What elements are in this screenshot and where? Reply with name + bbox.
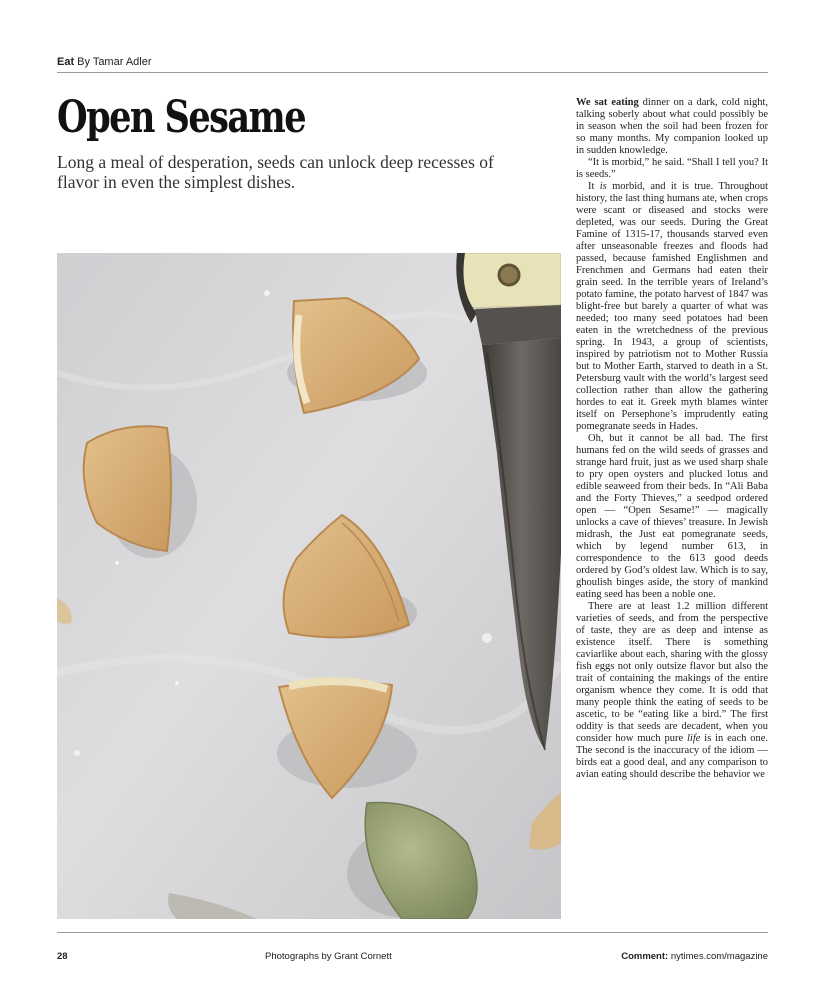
comment-url[interactable]: nytimes.com/magazine — [670, 951, 768, 962]
page-footer — [57, 950, 768, 966]
photo-credit: Photographs by Grant Cornett — [265, 951, 392, 962]
comment-label: Comment: — [621, 951, 669, 962]
paragraph-5: There are at least 1.2 million different varieties of seeds, and from the perspective of taste, they are as deep and intense as existence itself. There is something caviarlike about each, sharing with the glossy fish eggs not only outsize flavor but also the trait of containing the makings of the entire organism whence they come. It is odd that many people think the eating of seeds to be ascetic, to be “eating like a bird.” The first oddity is that seeds are decadent, when you consider how much pure life is in each one. The second is the inaccuracy of the idiom — birds eat a good deal, and any comparison to avian eating should describe the behavior we — [576, 601, 768, 780]
page-number: 28 — [57, 951, 68, 962]
dek: Long a meal of desperation, seeds can unlock deep recesses of flavor in even the simplest dishes. — [57, 152, 494, 192]
headline: Open Sesame — [57, 92, 305, 143]
byline: By Tamar Adler — [77, 56, 152, 68]
section-label: Eat — [57, 56, 75, 68]
footer-divider — [57, 932, 768, 933]
lead-in: We sat eating — [576, 97, 639, 108]
paragraph-1: We sat eating dinner on a dark, cold night, talking soberly about what could possibly be in season when the soil had been frozen for so many months. My companion looked up in sudden knowledge. — [576, 97, 768, 156]
page-header — [57, 55, 768, 73]
seed-photograph — [57, 253, 561, 919]
body-text-column — [576, 97, 768, 919]
pumpkin-seed-image — [57, 253, 561, 919]
paragraph-4: Oh, but it cannot be all bad. The first humans fed on the wild seeds of grasses and strange hard fruit, just as we used sharp shale to pry open oysters and plucked lotus and edible seaweed from their beds. In “Ali Baba and the Forty Thieves,” a seedpod ordered open — “Open Sesame!” — magically unlocks a cave of thieves’ treasure. In Jewish midrash, the Just eat pomegranate seeds, which by legend number 613, in correspondence to the 613 good deeds ordered by God’s oldest law. Which is to say, ghoulish binges aside, the story of mankind eating seed has been a noble one. — [576, 433, 768, 600]
paragraph-2: “It is morbid,” he said. “Shall I tell you? It is seeds.” — [576, 157, 768, 180]
paragraph-3: It is morbid, and it is true. Throughout history, the last thing humans ate, when crops were scant or diseased and stocks were depleted, was our seeds. During the Great Famine of 1315-17, thousands starved even after unseasonable freezes and floods had passed, because famished Englishmen and Frenchmen and Germans had eaten their grain seed. In the terrible years of Ireland’s potato famine, the potato harvest of 1847 was blight-free but barely a quarter of what was needed; too many seed potatoes had been eaten in the wretchedness of the previous spring. In 1943, a group of scientists, inspired by patriotism not to Mother Russia but to Mother Earth, starved to death in a St. Petersburg vault with the world’s largest seed collection rather than allow the gathering hordes to eat it. Greek myth blames winter itself on Persephone’s imprudently eating pomegranate seeds in Hades. — [576, 181, 768, 432]
comment-info — [621, 950, 768, 964]
